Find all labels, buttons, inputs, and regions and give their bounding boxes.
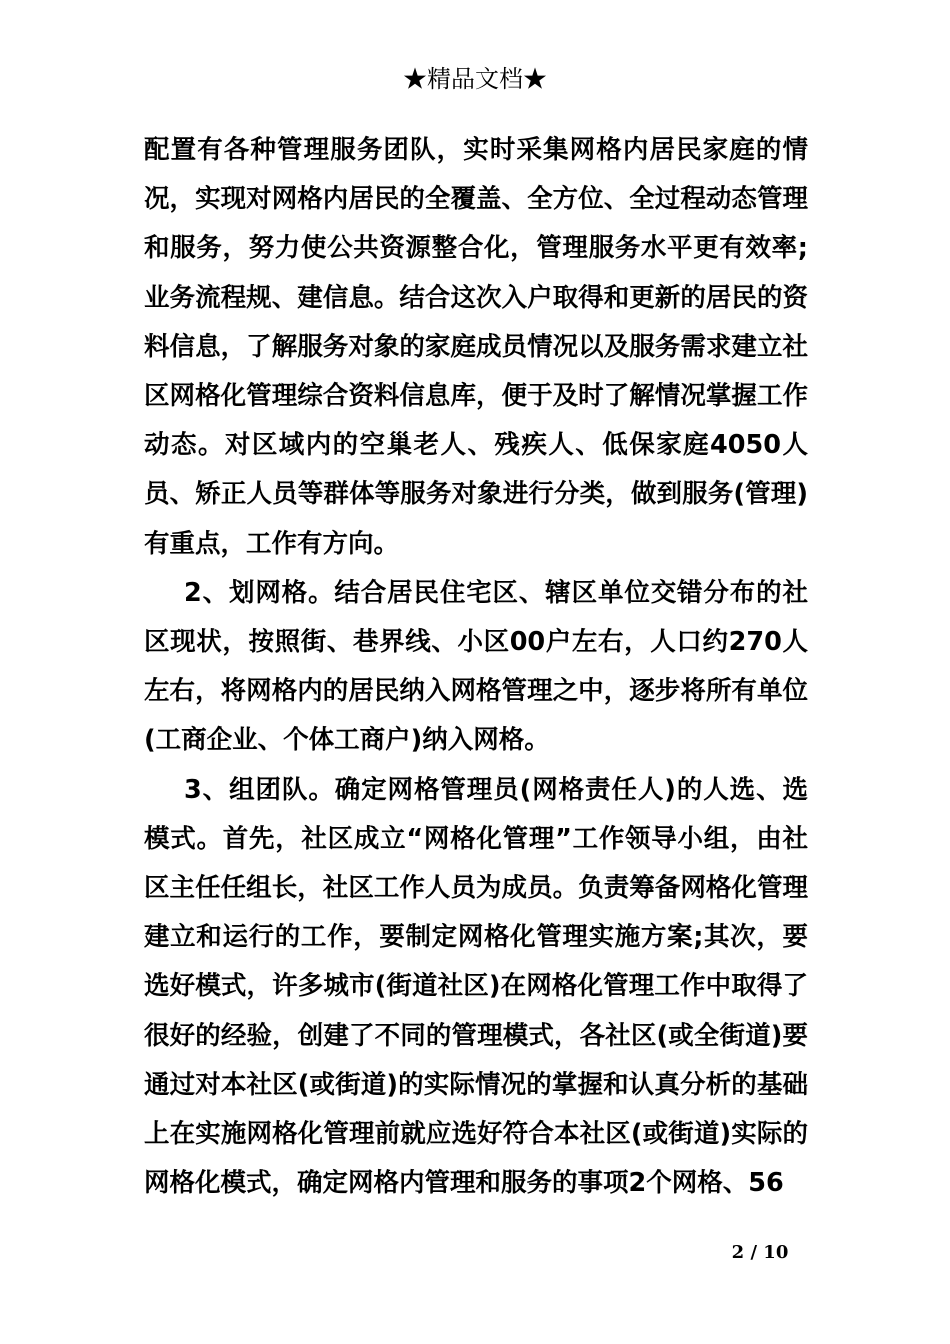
paragraph-3: 3、组团队。确定网格管理员(网格责任人)的人选、选模式。首先，社区成立“网格化管理”工作领导小组，由社区主任任组长，社区工作人员为成员。负责筹备网格化管理建立和运行的工作，要制定网格化管理实施方案;其次，要选好模式，许多城市(街道社区)在网格化管理工作中取得了很好的经验，创建了不同的管理模式，各社区(或全街道)要通过对本社区(或街道)的实际情况的掌握和认真分析的基础上在实施网格化管理前就应选好符合本社区(或街道)实际的网格化模式，确定网格内管理和服务的事项2个网格、56 — [144, 774, 808, 1199]
paragraph-1: 配置有各种管理服务团队，实时采集网格内居民家庭的情况，实现对网格内居民的全覆盖、全方位、全过程动态管理和服务，努力使公共资源整合化，管理服务水平更有效率;业务流程规、建信息。结合这次入户取得和更新的居民的资料信息，了解服务对象的家庭成员情况以及服务需求建立社区网格化管理综合资料信息库，便于及时了解情况掌握工作动态。对区域内的空巢老人、残疾人、低保家庭4050人员、矫正人员等群体等服务对象进行分类，做到服务(管理)有重点，工作有方向。 — [144, 135, 808, 559]
page-number: 2 / 10 — [731, 1242, 789, 1263]
paragraph-2: 2、划网格。结合居民住宅区、辖区单位交错分布的社区现状，按照街、巷界线、小区00户左右，人口约270人左右，将网格内的居民纳入网格管理之中，逐步将所有单位(工商企业、个体工商户)纳入网格。 — [144, 577, 808, 756]
document-body — [144, 126, 808, 1208]
page-header: ★精品文档★ — [403, 65, 547, 93]
